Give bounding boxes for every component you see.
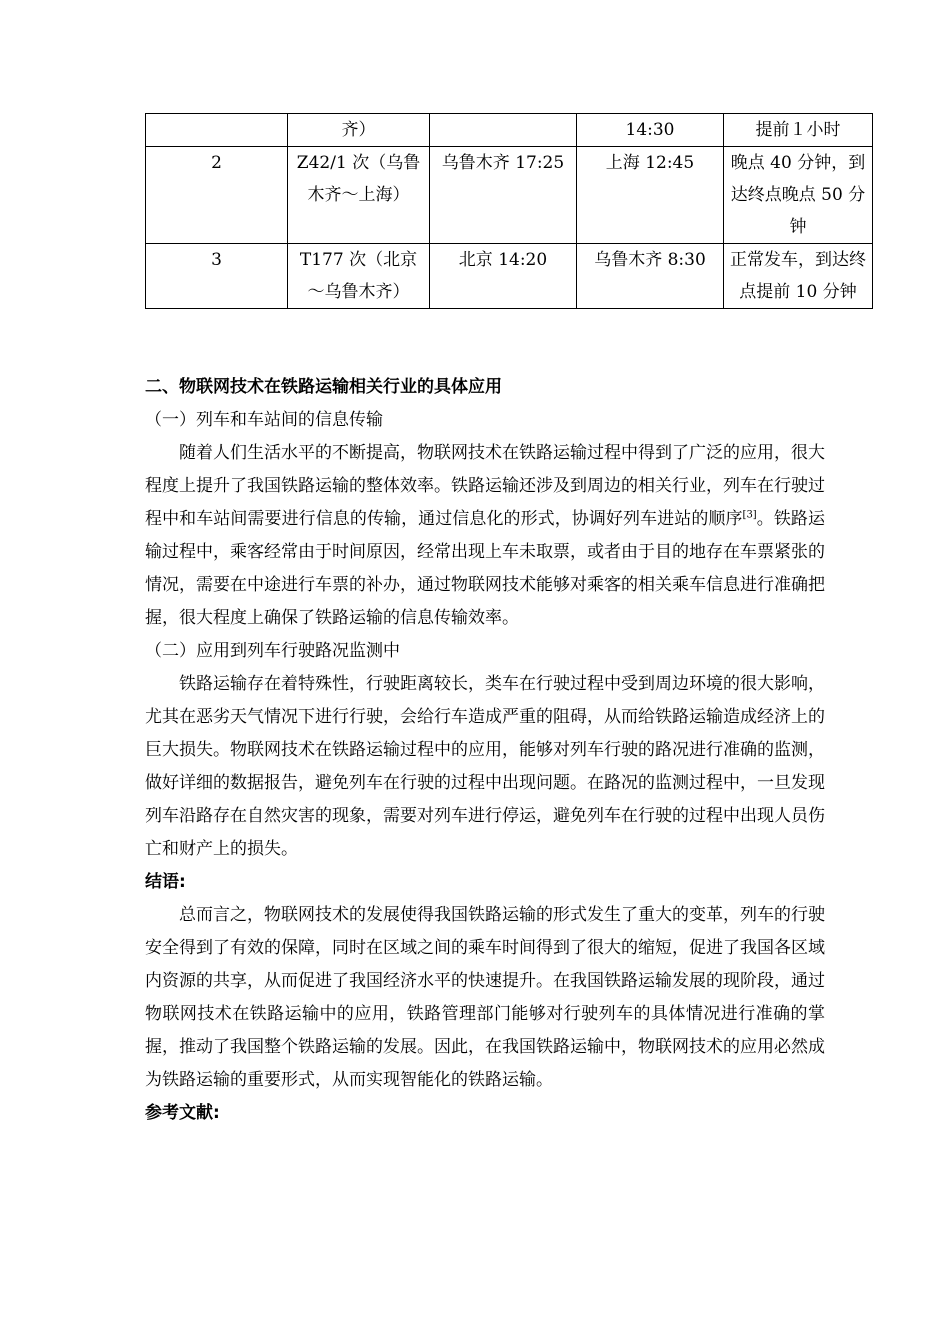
table-cell-departure: 乌鲁木齐 17:25 bbox=[430, 147, 577, 244]
table-cell-status: 提前１小时 bbox=[724, 114, 873, 147]
table-cell-number bbox=[146, 114, 288, 147]
table-cell-arrival: 14:30 bbox=[577, 114, 724, 147]
train-schedule-table bbox=[145, 113, 873, 309]
table-cell-train: T177 次（北京～乌鲁木齐） bbox=[288, 244, 430, 309]
table-row bbox=[146, 147, 873, 244]
article-body bbox=[145, 371, 825, 1130]
section-heading: 二、物联网技术在铁路运输相关行业的具体应用 bbox=[145, 377, 502, 397]
subsection-title: （一）列车和车站间的信息传输 bbox=[145, 410, 383, 430]
paragraph-text: 。铁路运输过程中，乘客经常由于时间原因，经常出现上车未取票，或者由于目的地存在车票紧张的情况，需要在中途进行车票的补办，通过物联网技术能够对乘客的相关乘车信息进行准确把握，很大程度上确保了铁路运输的信息传输效率。 bbox=[145, 509, 826, 628]
conclusion-heading: 结语: bbox=[145, 872, 186, 892]
references-heading: 参考文献: bbox=[145, 1103, 220, 1123]
body-paragraph: 总而言之，物联网技术的发展使得我国铁路运输的形式发生了重大的变革，列车的行驶安全得到了有效的保障，同时在区域之间的乘车时间得到了很大的缩短，促进了我国各区域内资源的共享，从而促进了我国经济水平的快速提升。在我国铁路运输发展的现阶段，通过物联网技术在铁路运输中的应用，铁路管理部门能够对行驶列车的具体情况进行准确的掌握，推动了我国整个铁路运输的发展。因此，在我国铁路运输中，物联网技术的应用必然成为铁路运输的重要形式，从而实现智能化的铁路运输。 bbox=[145, 905, 825, 1090]
table-cell-status: 晚点 40 分钟，到达终点晚点 50 分钟 bbox=[724, 147, 873, 244]
body-paragraph: 铁路运输存在着特殊性，行驶距离较长，类车在行驶过程中受到周边环境的很大影响，尤其在恶劣天气情况下进行行驶，会给行车造成严重的阻碍，从而给铁路运输造成经济上的巨大损失。物联网技术在铁路运输过程中的应用，能够对列车行驶的路况进行准确的监测，做好详细的数据报告，避免列车在行驶的过程中出现问题。在路况的监测过程中，一旦发现列车沿路存在自然灾害的现象，需要对列车进行停运，避免列车在行驶的过程中出现人员伤亡和财产上的损失。 bbox=[145, 674, 825, 859]
table-row bbox=[146, 244, 873, 309]
table-cell-number: 2 bbox=[146, 147, 288, 244]
subsection-title: （二）应用到列车行驶路况监测中 bbox=[145, 641, 400, 661]
paragraph-text: 随着人们生活水平的不断提高，物联网技术在铁路运输过程中得到了广泛的应用，很大程度上提升了我国铁路运输的整体效率。铁路运输还涉及到周边的相关行业，列车在行驶过程中和车站间需要进行信息的传输，通过信息化的形式，协调好列车进站的顺序 bbox=[145, 443, 825, 529]
table-row bbox=[146, 114, 873, 147]
table-cell-departure bbox=[430, 114, 577, 147]
table-cell-status: 正常发车，到达终点提前 10 分钟 bbox=[724, 244, 873, 309]
table-cell-arrival: 乌鲁木齐 8:30 bbox=[577, 244, 724, 309]
table-cell-train: Z42/1 次（乌鲁木齐～上海） bbox=[288, 147, 430, 244]
citation-reference: [3] bbox=[742, 509, 757, 521]
table-cell-number: 3 bbox=[146, 244, 288, 309]
body-paragraph bbox=[145, 437, 825, 635]
table-cell-train: 齐） bbox=[288, 114, 430, 147]
table-cell-arrival: 上海 12:45 bbox=[577, 147, 724, 244]
table-cell-departure: 北京 14:20 bbox=[430, 244, 577, 309]
